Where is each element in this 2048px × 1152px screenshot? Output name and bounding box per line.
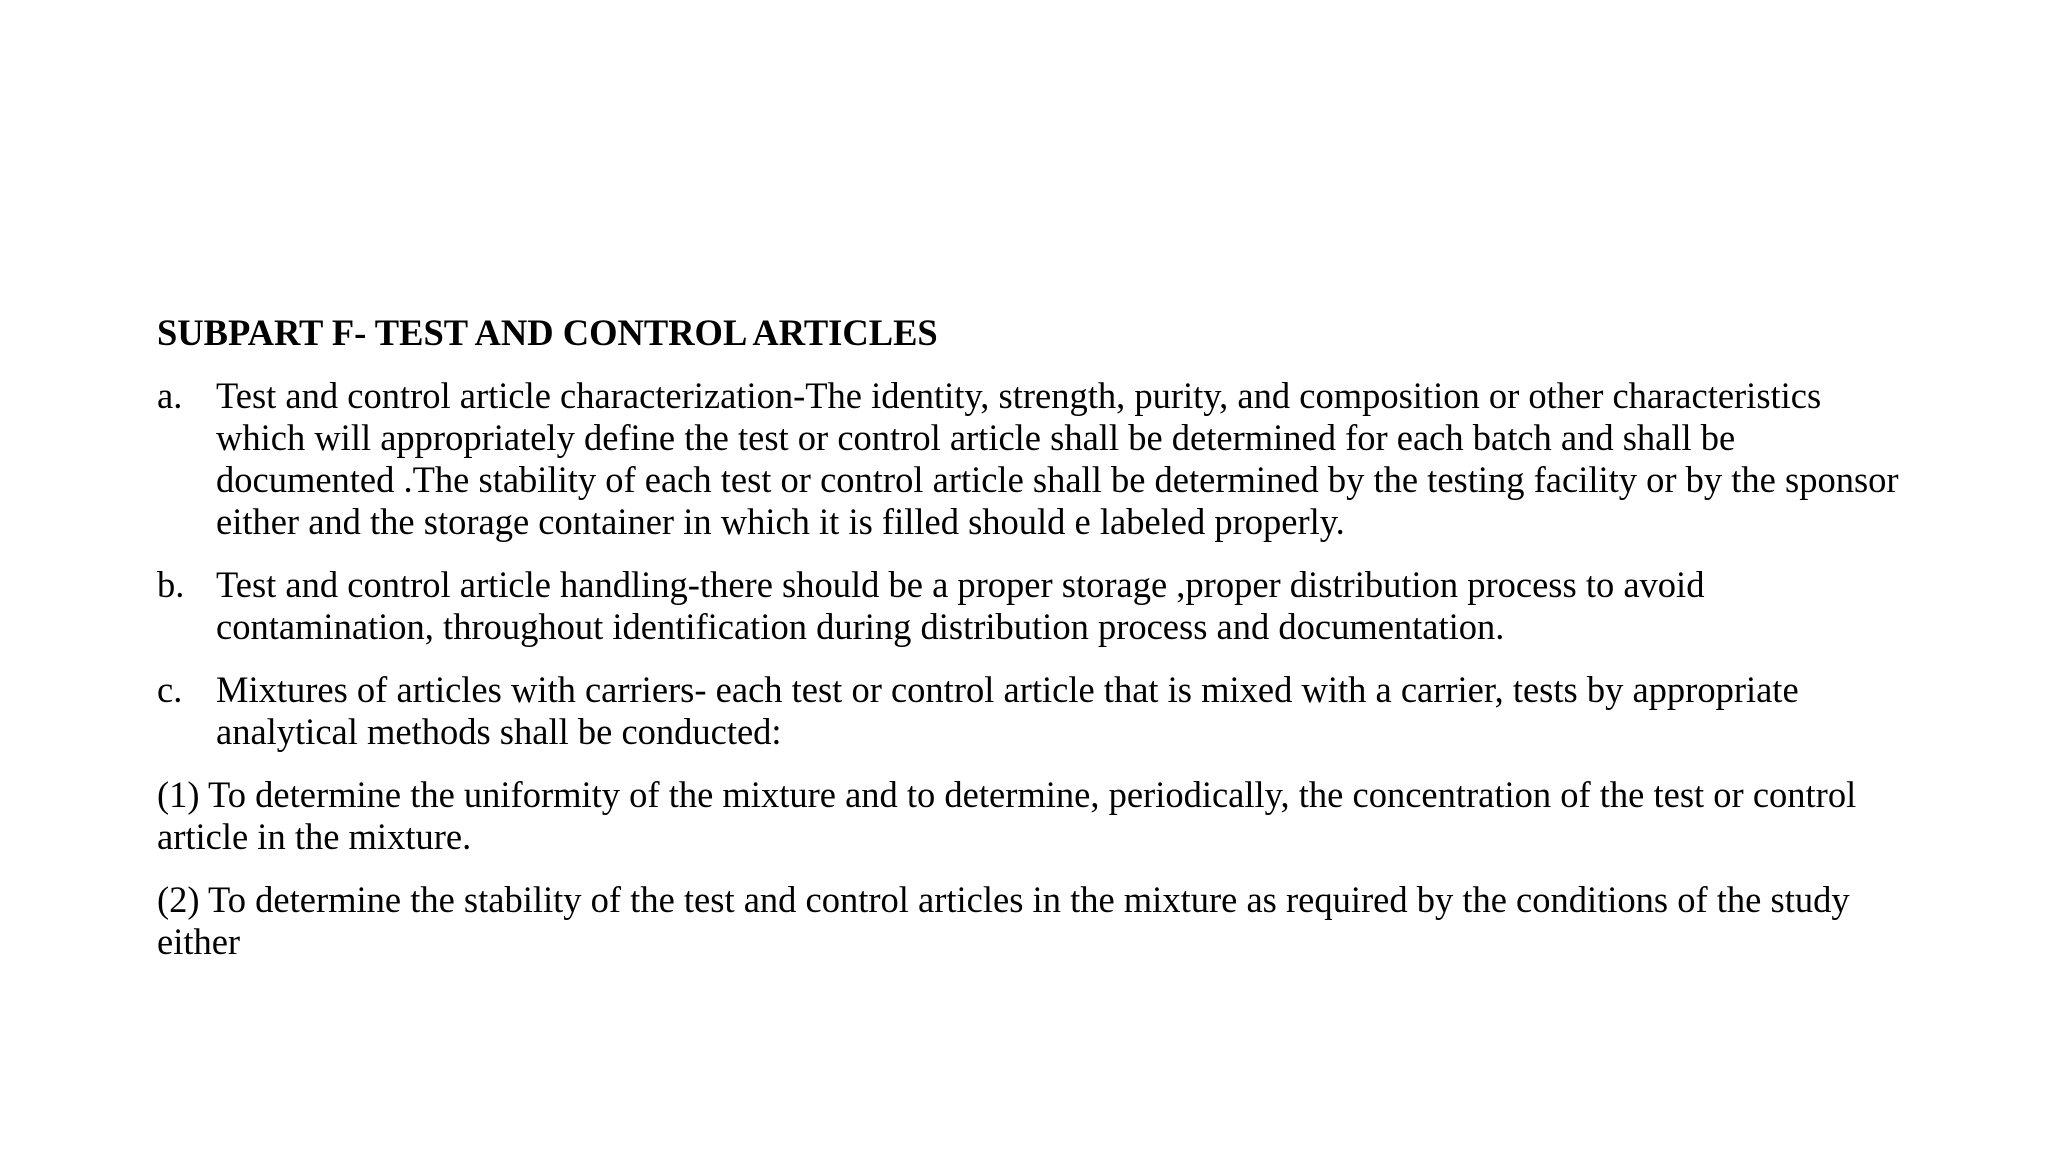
list-item-a (157, 375, 1917, 543)
list-item-c (157, 669, 1917, 753)
paragraph-1: (1) To determine the uniformity of the mixture and to determine, periodically, the concentration of the test or control article in the mixture. (157, 774, 1857, 857)
paragraph-2: (2) To determine the stability of the test and control articles in the mixture as required by the conditions of the study either (157, 879, 1850, 962)
slide-heading: SUBPART F- TEST AND CONTROL ARTICLES (157, 312, 938, 353)
list-item-text: Test and control article handling-there should be a proper storage ,proper distribution process to avoid contamination, throughout identification during distribution process and documentation. (216, 564, 1705, 647)
list-item-text: Test and control article characterization-The identity, strength, purity, and composition or other characteristics which will appropriately define the test or control article shall be determined for each batch and shall be documented .The stability of each test or control article shall be determined by the testing facility or by the sponsor either and the storage container in which it is filled should e labeled properly. (216, 375, 1899, 542)
list-marker: a. (157, 375, 183, 416)
list-marker: b. (157, 564, 185, 605)
list-item-text: Mixtures of articles with carriers- each test or control article that is mixed with a carrier, tests by appropriate analytical methods shall be conducted: (216, 669, 1799, 752)
slide-content (157, 312, 1917, 984)
list-item-b (157, 564, 1917, 648)
list-marker: c. (157, 669, 183, 710)
